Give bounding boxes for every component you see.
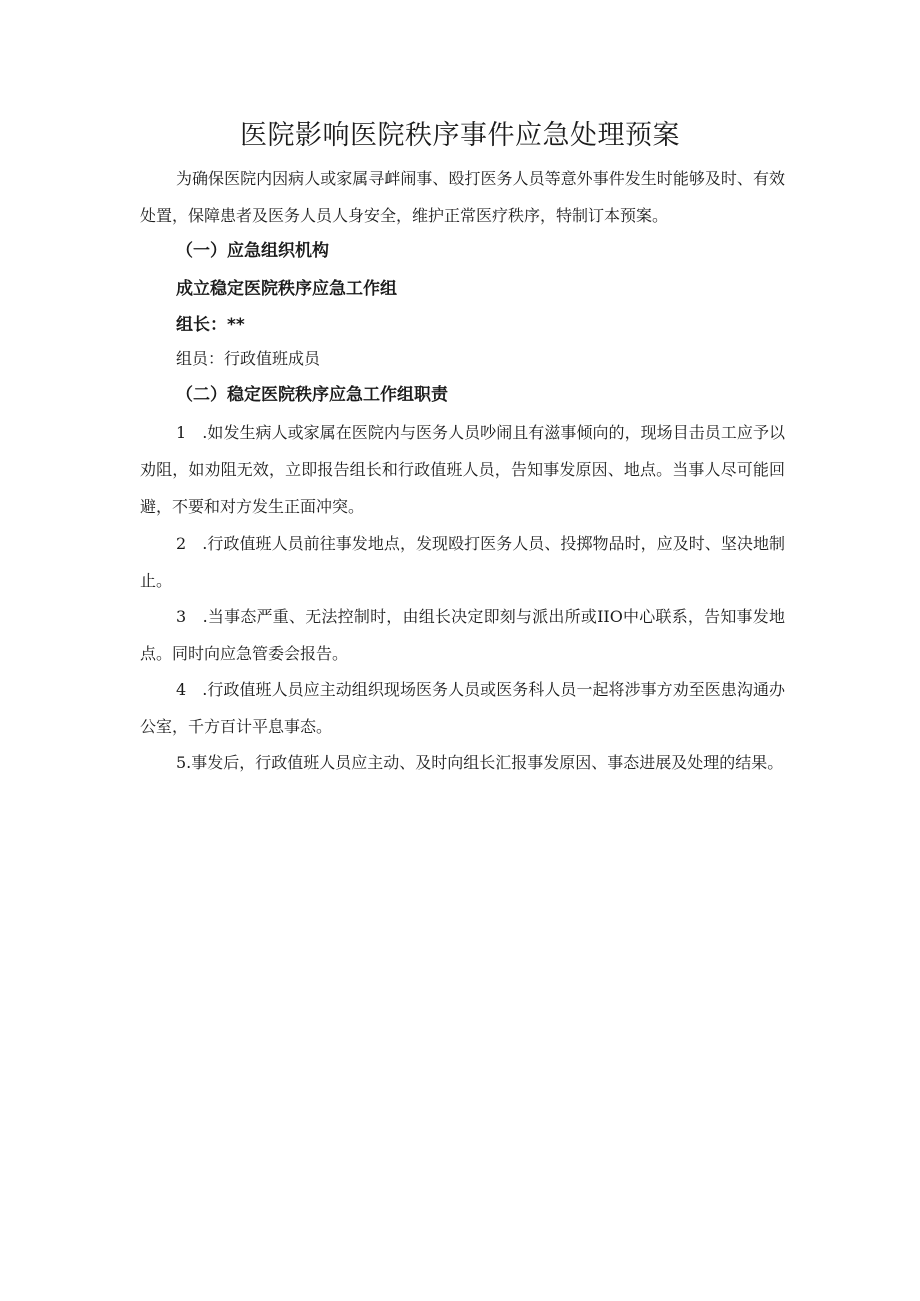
document-title: 医院影响医院秩序事件应急处理预案 [240, 120, 680, 151]
duty-item-4: 4 .行政值班人员应主动组织现场医务人员或医务科人员一起将涉事方劝至医患沟通办公室，千方百计平息事态。 [140, 680, 785, 736]
intro-paragraph: 为确保医院内因病人或家属寻衅闹事、殴打医务人员等意外事件发生时能够及时、有效处置，保障患者及医务人员人身安全，维护正常医疗秩序，特制订本预案。 [140, 169, 785, 225]
duty-item-2: 2 .行政值班人员前往事发地点，发现殴打医务人员、投掷物品时，应及时、坚决地制止。 [140, 534, 785, 590]
duty-item-3: 3 .当事态严重、无法控制时，由组长决定即刻与派出所或IIO中心联系，告知事发地点。同时向应急管委会报告。 [140, 607, 785, 663]
section-heading-organization: （一）应急组织机构 [176, 241, 329, 261]
group-leader: 组长：** [176, 315, 245, 335]
duty-item-1: 1 .如发生病人或家属在医院内与医务人员吵闹且有滋事倾向的，现场目击员工应予以劝阻，如劝阻无效，立即报告组长和行政值班人员，告知事发原因、地点。当事人尽可能回避，不要和对方发生正面冲突。 [140, 423, 785, 516]
duty-item-5: 5.事发后，行政值班人员应主动、及时向组长汇报事发原因、事态进展及处理的结果。 [176, 753, 784, 772]
section-heading-duties: （二）稳定医院秩序应急工作组职责 [176, 385, 448, 405]
group-members: 组员：行政值班成员 [176, 349, 321, 368]
group-heading: 成立稳定医院秩序应急工作组 [176, 279, 397, 299]
